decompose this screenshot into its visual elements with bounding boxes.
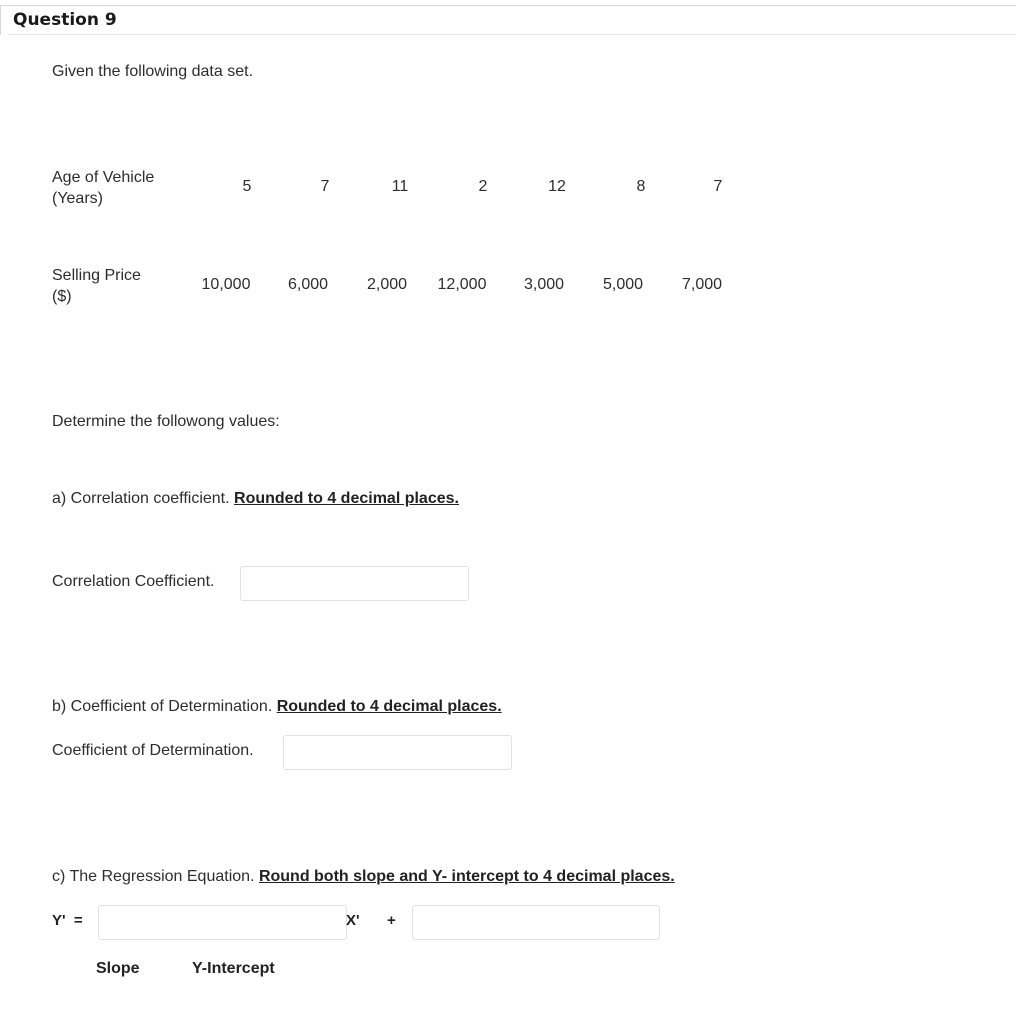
question-title: Question 9 <box>13 10 117 30</box>
row-label-age-line1: Age of Vehicle <box>52 169 155 186</box>
table-cell: 10,000 <box>201 276 251 293</box>
table-cell: 5 <box>242 178 252 195</box>
part-b-emphasis: Rounded to 4 decimal places. <box>276 698 502 715</box>
y-intercept-caption: Y-Intercept <box>192 960 275 977</box>
intro-text: Given the following data set. <box>52 63 254 80</box>
part-a-prefix: a) Correlation coefficient. <box>52 490 235 507</box>
table-cell: 12,000 <box>437 276 487 293</box>
table-cell: 3,000 <box>523 276 565 293</box>
part-c-prefix: c) The Regression Equation. <box>52 868 259 885</box>
correlation-coefficient-input[interactable] <box>240 566 469 601</box>
table-cell: 2,000 <box>366 276 408 293</box>
plus-sign: + <box>387 912 396 929</box>
table-cell: 7,000 <box>681 276 723 293</box>
header-divider <box>8 34 1016 35</box>
table-cell: 11 <box>391 178 409 195</box>
y-prime-label: Y' = <box>52 912 83 929</box>
part-c-emphasis: Round both slope and Y- intercept to 4 decimal places. <box>258 868 675 885</box>
table-cell: 7 <box>320 178 330 195</box>
x-prime-label: X' <box>346 912 360 929</box>
y-intercept-input[interactable] <box>412 905 660 940</box>
slope-caption: Slope <box>96 960 140 977</box>
coefficient-of-determination-input[interactable] <box>283 735 512 770</box>
slope-input[interactable] <box>98 905 347 940</box>
table-cell: 12 <box>548 178 566 195</box>
part-a-emphasis: Rounded to 4 decimal places. <box>234 490 459 507</box>
row-label-age <box>52 167 154 209</box>
top-divider <box>0 5 1016 6</box>
table-cell: 6,000 <box>287 276 329 293</box>
table-cell: 2 <box>478 178 488 195</box>
left-divider <box>0 5 1 35</box>
part-c-prompt <box>52 868 675 886</box>
table-cell: 7 <box>713 178 723 195</box>
determine-text: Determine the followong values: <box>52 413 280 430</box>
part-b-prompt <box>52 698 502 716</box>
determination-label: Coefficient of Determination. <box>52 742 254 759</box>
row-label-price-line2: ($) <box>52 288 72 305</box>
correlation-label: Correlation Coefficient. <box>52 573 215 590</box>
part-b-prefix: b) Coefficient of Determination. <box>52 698 277 715</box>
row-label-price <box>52 265 141 307</box>
row-label-price-line1: Selling Price <box>52 267 141 284</box>
table-cell: 8 <box>636 178 646 195</box>
table-cell: 5,000 <box>602 276 644 293</box>
part-a-prompt <box>52 490 459 508</box>
row-label-age-line2: (Years) <box>52 190 103 207</box>
